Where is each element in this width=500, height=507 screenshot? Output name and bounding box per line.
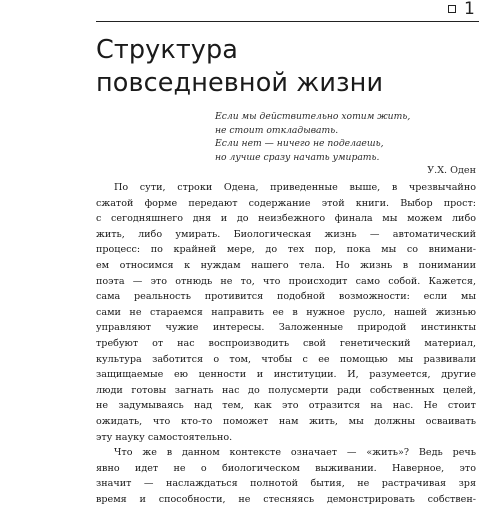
text-line: защищаемые ею ценности и институции. И, разумеется, другие	[96, 369, 476, 381]
chapter-marker-square	[448, 5, 456, 13]
epigraph-author: У.Х. Оден	[427, 165, 476, 176]
text-line: процесс: по крайней мере, до тех пор, пока мы со внимани-	[96, 244, 476, 256]
paragraph	[96, 445, 476, 507]
text-line: сами не стараемся направить ее в нужное русло, нашей жизнью	[96, 306, 476, 318]
epigraph-line: но лучше сразу начать умирать.	[215, 151, 380, 163]
text-line: сама реальность противится подобной возможности: если мы	[96, 291, 476, 303]
text-line: люди готовы загнать нас до полусмерти ради собственных целей,	[96, 384, 476, 396]
text-line: значит — наслаждаться полнотой бытия, не растрачивая зря	[96, 478, 476, 490]
text-line: управляют чужие интересы. Заложенные природой инстинкты	[96, 322, 476, 334]
text-line: не задумываясь над тем, как это отразится на нас. Не стоит	[96, 400, 476, 412]
epigraph	[215, 110, 475, 164]
text-line: требуют от нас воспроизводить свой генетический материал,	[96, 337, 476, 349]
text-line: ожидать, что кто-то поможет нам жить, мы должны осваивать	[96, 415, 476, 427]
text-line: культура заботится о том, чтобы с ее помощью мы развивали	[96, 353, 476, 365]
text-line: ем относимся к нуждам нашего тела. Но жизнь в понимании	[96, 259, 476, 271]
epigraph-line: не стоит откладывать.	[215, 124, 339, 136]
text-line: По сути, строки Одена, приведенные выше, в чрезвычайно	[114, 182, 476, 193]
chapter-number: 1	[464, 0, 475, 19]
text-line: сжатой форме передают содержание этой книги. Выбор прост:	[96, 197, 476, 209]
header-rule	[96, 21, 479, 22]
paragraph	[96, 180, 476, 445]
chapter-title-line: повседневной жизни	[96, 68, 384, 98]
text-line: с сегодняшнего дня и до неизбежного финала мы можем либо	[96, 213, 476, 225]
epigraph-line: Если нет — ничего не поделаешь,	[215, 138, 384, 149]
chapter-title	[96, 34, 476, 100]
text-line: жить, либо умирать. Биологическая жизнь — автоматический	[96, 228, 476, 240]
text-line: время и способности, не стесняясь демонстрировать собствен-	[96, 493, 476, 505]
text-line: эту науку самостоятельно.	[96, 431, 233, 443]
body-text	[96, 180, 476, 507]
epigraph-line: Если мы действительно хотим жить,	[215, 111, 411, 122]
text-line: поэта — это отнюдь не то, что происходит само собой. Кажется,	[96, 275, 476, 287]
chapter-title-line: Структура	[96, 35, 238, 65]
text-line: Что же в данном контексте означает — «жить»? Ведь речь	[114, 447, 476, 459]
text-line: явно идет не о биологическом выживании. Наверное, это	[96, 462, 476, 474]
